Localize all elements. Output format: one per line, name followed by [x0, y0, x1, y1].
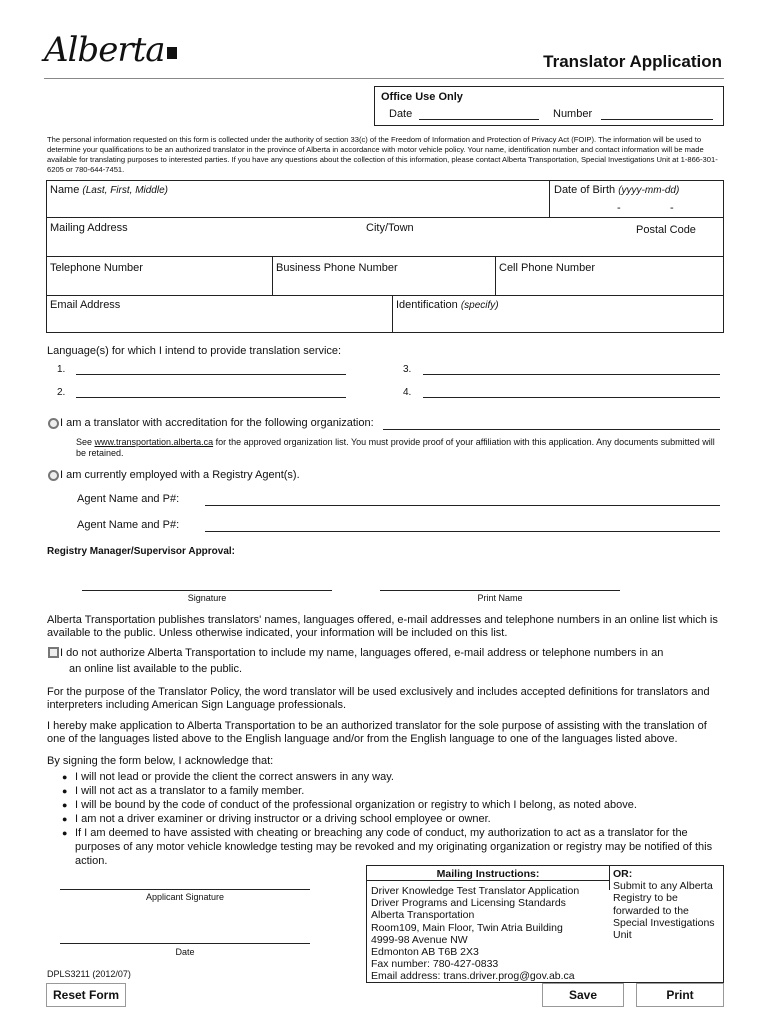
language-1-field[interactable] [76, 374, 346, 375]
accreditation-organization-field[interactable] [383, 429, 720, 430]
translator-definition: For the purpose of the Translator Policy, the word translator will be used exclusively and includes accepted definitions for translators and interpreters including American Sign Language professionals. [47, 686, 710, 711]
alberta-logo [44, 30, 177, 70]
manager-signature-field[interactable] [82, 590, 332, 591]
office-date-label: Date [389, 108, 413, 120]
telephone-label: Telephone Number [50, 262, 143, 274]
registry-radio[interactable] [48, 470, 59, 481]
dob-label-text: Date of Birth [554, 184, 616, 196]
language-2-field[interactable] [76, 397, 346, 398]
mailing-line: Room109, Main Floor, Twin Atria Building [371, 921, 563, 934]
telephone-field[interactable] [46, 256, 273, 296]
logo-mark-icon [167, 47, 177, 59]
acknowledgement-list [62, 770, 722, 868]
optout-checkbox[interactable] [48, 647, 59, 658]
optout-label-line1: I do not authorize Alberta Transportation to include my name, languages offered, e-mail address or telephone numbers in an [60, 647, 664, 659]
acknowledgement-item: ● I am not a driver examiner or driving instructor or a driving school employee or owner. [62, 812, 722, 826]
title-divider [44, 78, 724, 79]
office-number-label: Number [553, 108, 593, 120]
accreditation-note-suffix: for the approved organization list. You must provide proof of your affiliation with this application. Any documents submitted will be retained. [76, 437, 715, 458]
mailing-address-field[interactable] [46, 217, 724, 257]
office-use-title: Office Use Only [381, 91, 463, 103]
dob-separator-2: - [670, 202, 674, 214]
application-statement: I hereby make application to Alberta Transportation to be an authorized translator for the sole purpose of assisting with the translation of one of the languages listed above to the English language and/or from the English language to one of the languages listed above. [47, 720, 707, 745]
dob-label [554, 184, 679, 196]
office-use-box [374, 86, 724, 126]
form-code: DPLS3211 (2012/07) [47, 969, 131, 979]
name-field[interactable] [46, 180, 550, 218]
dob-field[interactable] [549, 180, 724, 218]
save-button[interactable]: Save [542, 983, 624, 1007]
email-label: Email Address [50, 299, 121, 311]
mailing-line: Email address: trans.driver.prog@gov.ab.ca [371, 970, 575, 983]
reset-form-button[interactable]: Reset Form [46, 983, 126, 1007]
mailing-line: Driver Programs and Licensing Standards [371, 897, 566, 910]
print-button[interactable]: Print [636, 983, 724, 1007]
acknowledgement-item: ● I will not lead or provide the client the correct answers in any way. [62, 770, 722, 784]
dob-hint: (yyyy-mm-dd) [618, 185, 680, 196]
mailing-line: Driver Knowledge Test Translator Application [371, 885, 580, 897]
optout-label-line2: an online list available to the public. [69, 663, 243, 675]
acknowledgement-item: ● I will be bound by the code of conduct of the professional organization or registry to which I belong, as noted above. [62, 798, 722, 812]
accreditation-note [76, 437, 716, 459]
mailing-address-label: Mailing Address [50, 222, 128, 234]
identification-hint: (specify) [460, 300, 499, 311]
language-4-number: 4. [403, 387, 412, 398]
registry-approval-heading: Registry Manager/Supervisor Approval: [47, 546, 236, 557]
date-field[interactable] [60, 943, 310, 944]
or-title: OR: [613, 868, 633, 880]
business-phone-field[interactable] [272, 256, 496, 296]
name-hint: (Last, First, Middle) [82, 185, 168, 196]
applicant-signature-field[interactable] [60, 889, 310, 890]
mailing-address-block [371, 885, 611, 983]
language-1-number: 1. [57, 364, 66, 375]
cell-phone-label: Cell Phone Number [499, 262, 595, 274]
privacy-notice: The personal information requested on this form is collected under the authority of section 33(c) of the Freedom of Information and Protection of Privacy Act (FOIP). The information will be used to determine your qualifications to be an authorized translator in the province of Alberta in accordance with motor vehicle policy. Your name, identification number and contact information will be made available for translating purposes to interested parties. If you have any questions about the collection of this information, please contact Alberta Transportation, Special Investigations Unit at 1-866-301-6205 or 780-644-7451. [47, 135, 718, 174]
identification-label-text: Identification [396, 299, 458, 311]
languages-prompt: Language(s) for which I intend to provide translation service: [47, 345, 342, 357]
accreditation-radio[interactable] [48, 418, 59, 429]
form-title: Translator Application [543, 52, 722, 71]
identification-label [396, 299, 499, 311]
agent-1-label: Agent Name and P#: [77, 493, 180, 505]
business-phone-label: Business Phone Number [276, 262, 398, 274]
agent-2-field[interactable] [205, 531, 720, 532]
city-label: City/Town [366, 222, 414, 234]
identification-field[interactable] [392, 295, 724, 333]
transportation-link[interactable]: www.transportation.alberta.ca [94, 437, 214, 447]
name-label [50, 184, 168, 196]
registry-label: I am currently employed with a Registry Agent(s). [60, 469, 300, 481]
office-date-field[interactable] [419, 119, 539, 120]
email-field[interactable] [46, 295, 393, 333]
print-name-caption: Print Name [477, 593, 523, 603]
acknowledgement-item: ● If I am deemed to have assisted with cheating or breaching any code of conduct, my authorization to act as a translator for the purposes of any motor vehicle knowledge testing may be revoked and my originating organization or registry may be notified of this action. [62, 826, 722, 868]
applicant-signature-caption: Applicant Signature [145, 892, 225, 902]
office-number-field[interactable] [601, 119, 713, 120]
language-2-number: 2. [57, 387, 66, 398]
dob-separator-1: - [617, 202, 621, 214]
mailing-title-rule [367, 880, 609, 881]
mailing-line: Alberta Transportation [371, 909, 475, 922]
mailing-instructions-box [366, 865, 724, 983]
language-3-number: 3. [403, 364, 412, 375]
accreditation-label: I am a translator with accreditation for the following organization: [60, 417, 374, 429]
cell-phone-field[interactable] [495, 256, 724, 296]
accreditation-note-prefix: See [76, 437, 95, 447]
logo-text: Alberta [44, 30, 165, 70]
mailing-line: Edmonton AB T6B 2X3 [371, 946, 479, 959]
date-caption: Date [175, 947, 195, 957]
mailing-line: Fax number: 780-427-0833 [371, 958, 499, 971]
mailing-line: 4999-98 Avenue NW [371, 933, 468, 946]
language-4-field[interactable] [423, 397, 720, 398]
agent-1-field[interactable] [205, 505, 720, 506]
language-3-field[interactable] [423, 374, 720, 375]
acknowledge-intro: By signing the form below, I acknowledge that: [47, 755, 274, 767]
postal-code-label: Postal Code [636, 224, 696, 236]
signature-caption: Signature [187, 593, 227, 603]
acknowledgement-item: ● I will not act as a translator to a family member. [62, 784, 722, 798]
agent-2-label: Agent Name and P#: [77, 519, 180, 531]
registry-alternative [613, 868, 721, 941]
publication-notice: Alberta Transportation publishes translators' names, languages offered, e-mail addresses and telephone numbers in an online list which is available to the public. Unless otherwise indicated, your information will be included on this list. [47, 614, 718, 639]
mailing-title: Mailing Instructions: [436, 868, 540, 880]
or-text: Submit to any Alberta Registry to be forwarded to the Special Investigations Unit [613, 880, 715, 942]
name-label-text: Name [50, 184, 80, 196]
manager-print-name-field[interactable] [380, 590, 620, 591]
